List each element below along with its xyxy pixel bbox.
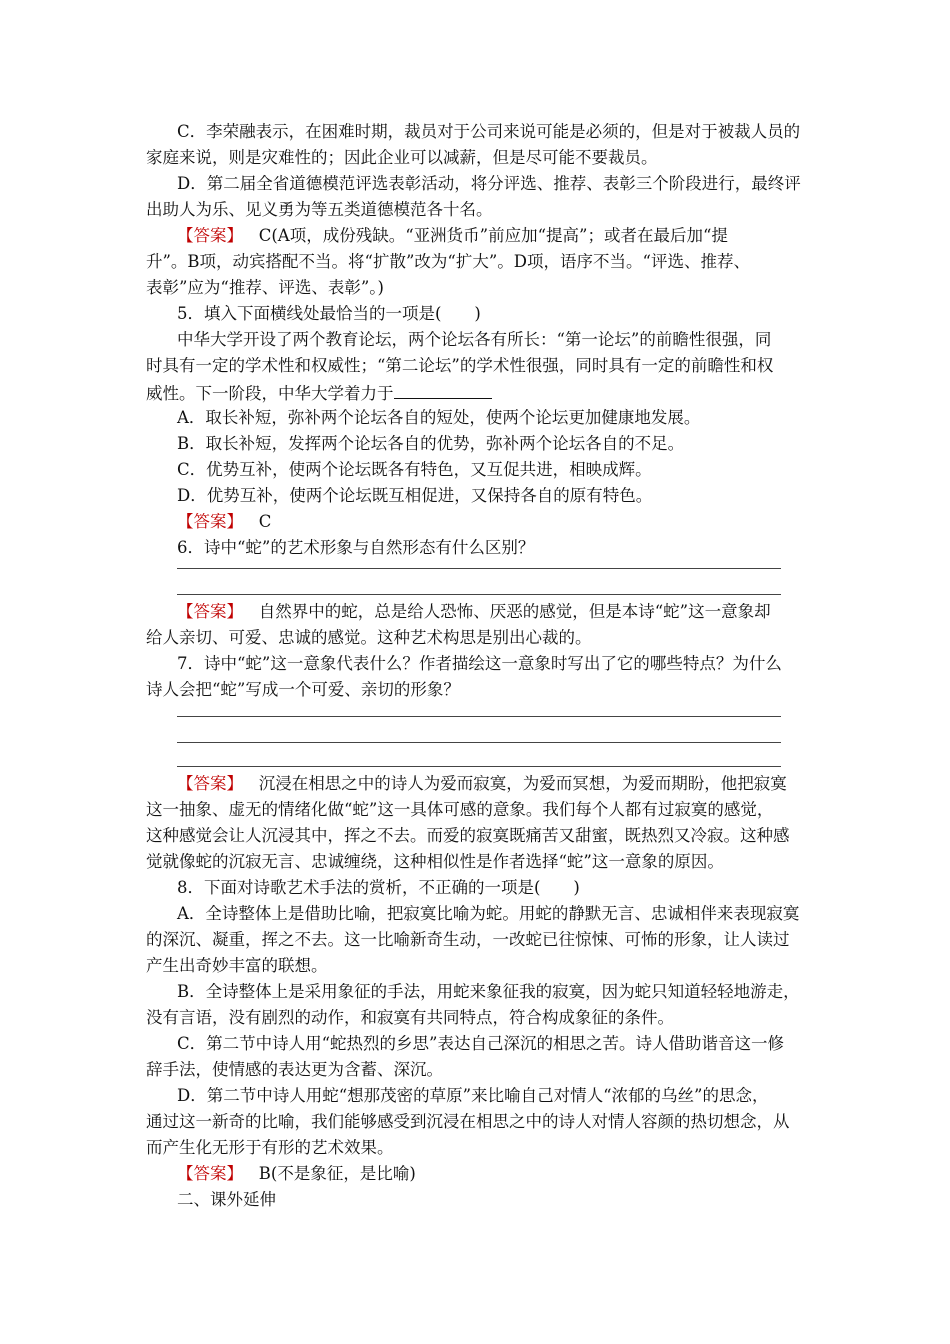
q4-answer-line3: 表彰”应为“推荐、评选、表彰”。)	[146, 278, 384, 297]
q8-option-a-line3: 产生出奇妙丰富的联想。	[146, 956, 328, 975]
q7-answer-line3: 这种感觉会让人沉浸其中，挥之不去。而爱的寂寞既痛苦又甜蜜，既热烈又冷寂。这种感	[146, 826, 790, 845]
q8-answer-text: B(不是象征，是比喻)	[258, 1164, 416, 1183]
answer-line	[177, 568, 781, 569]
q7-stem-line1: 7．诗中“蛇”这一意象代表什么？作者描绘这一意象时写出了它的哪些特点？为什么	[177, 654, 782, 673]
q4-answer-text: C(A项，成份残缺。“亚洲货币”前应加“提高”；或者在最后加“提	[258, 226, 728, 245]
q5-option-b: B．取长补短，发挥两个论坛各自的优势，弥补两个论坛各自的不足。	[177, 434, 685, 453]
answer-line	[177, 766, 781, 767]
answer-label: 【答案】	[177, 602, 243, 621]
answer-label: 【答案】	[177, 226, 243, 245]
answer-label: 【答案】	[177, 774, 243, 793]
q6-answer-line2: 给人亲切、可爱、忠诚的感觉。这种艺术构思是别出心裁的。	[146, 628, 592, 647]
q8-option-a-line1: A．全诗整体上是借助比喻，把寂寞比喻为蛇。用蛇的静默无言、忠诚相伴来表现寂寞	[177, 904, 800, 923]
q8-option-c-line1: C．第二节中诗人用“蛇热烈的乡思”表达自己深沉的相思之苦。诗人借助谐音这一修	[177, 1034, 784, 1053]
q5-option-a: A．取长补短，弥补两个论坛各自的短处，使两个论坛更加健康地发展。	[177, 408, 701, 427]
q6-stem: 6．诗中“蛇”的艺术形象与自然形态有什么区别？	[177, 538, 535, 557]
q5-stem: 5．填入下面横线处最恰当的一项是( )	[177, 304, 481, 323]
q8-stem: 8．下面对诗歌艺术手法的赏析，不正确的一项是( )	[177, 878, 580, 897]
q6-answer-text: 自然界中的蛇，总是给人恐怖、厌恶的感觉，但是本诗“蛇”这一意象却	[258, 602, 771, 621]
q4-answer-line2: 升”。B项，动宾搭配不当。将“扩散”改为“扩大”。D项，语序不当。“评选、推荐、	[146, 252, 750, 271]
q5-answer	[177, 510, 271, 534]
q4-option-c-line2: 家庭来说，则是灾难性的；因此企业可以减薪，但是尽可能不要裁员。	[146, 148, 658, 167]
answer-label: 【答案】	[177, 1164, 243, 1183]
q6-answer-line1	[177, 600, 771, 624]
answer-line	[177, 594, 781, 595]
q7-stem-line2: 诗人会把“蛇”写成一个可爱、亲切的形象？	[146, 680, 460, 699]
q8-option-b-line2: 没有言语，没有剧烈的动作，和寂寞有共同特点，符合构成象征的条件。	[146, 1008, 674, 1027]
answer-label: 【答案】	[177, 512, 243, 531]
section-heading: 二、课外延伸	[177, 1190, 276, 1209]
q5-option-d: D．优势互补，使两个论坛既互相促进，又保持各自的原有特色。	[177, 486, 653, 505]
q8-option-a-line2: 的深沉、凝重，挥之不去。这一比喻新奇生动，一改蛇已往惊悚、可怖的形象，让人读过	[146, 930, 790, 949]
q7-answer-text: 沉浸在相思之中的诗人为爱而寂寞，为爱而冥想，为爱而期盼，他把寂寞	[258, 774, 787, 793]
answer-line	[177, 742, 781, 743]
q7-answer-line2: 这一抽象、虚无的情绪化做“蛇”这一具体可感的意象。我们每个人都有过寂寞的感觉，	[146, 800, 774, 819]
q4-answer-line1	[177, 224, 728, 248]
q8-option-c-line2: 辞手法，使情感的表达更为含蓄、深沉。	[146, 1060, 443, 1079]
answer-line	[177, 716, 781, 717]
q8-answer	[177, 1162, 416, 1186]
q8-option-b-line1: B．全诗整体上是采用象征的手法，用蛇来象征我的寂寞，因为蛇只知道轻轻地游走，	[177, 982, 800, 1001]
q7-answer-line4: 觉就像蛇的沉寂无言、忠诚缠绕，这种相似性是作者选择“蛇”这一意象的原因。	[146, 852, 724, 871]
q8-option-d-line2: 通过这一新奇的比喻，我们能够感受到沉浸在相思之中的诗人对情人容颜的热切想念，从	[146, 1112, 790, 1131]
q5-option-c: C．优势互补，使两个论坛既各有特色，又互促共进，相映成辉。	[177, 460, 652, 479]
q5-passage-line2: 时具有一定的学术性和权威性；“第二论坛”的学术性很强，同时具有一定的前瞻性和权	[146, 356, 774, 375]
q8-option-d-line1: D．第二节中诗人用蛇“想那茂密的草原”来比喻自己对情人“浓郁的乌丝”的思念，	[177, 1086, 769, 1105]
q4-option-d-line2: 出助人为乐、见义勇为等五类道德模范各十名。	[146, 200, 493, 219]
q5-passage-text: 威性。下一阶段，中华大学着力于	[146, 384, 394, 403]
q8-option-d-line3: 而产生化无形于有形的艺术效果。	[146, 1138, 394, 1157]
q4-option-d-line1: D．第二届全省道德模范评选表彰活动，将分评选、推荐、表彰三个阶段进行，最终评	[177, 174, 801, 193]
q7-answer-line1	[177, 772, 787, 796]
q5-passage-line3	[146, 380, 492, 404]
fill-blank	[394, 380, 492, 399]
q4-option-c-line1: C．李荣融表示，在困难时期，裁员对于公司来说可能是必须的，但是对于被裁人员的	[177, 122, 801, 141]
q5-answer-text: C	[258, 512, 272, 531]
q5-passage-line1: 中华大学开设了两个教育论坛，两个论坛各有所长：“第一论坛”的前瞻性很强，同	[177, 330, 772, 349]
